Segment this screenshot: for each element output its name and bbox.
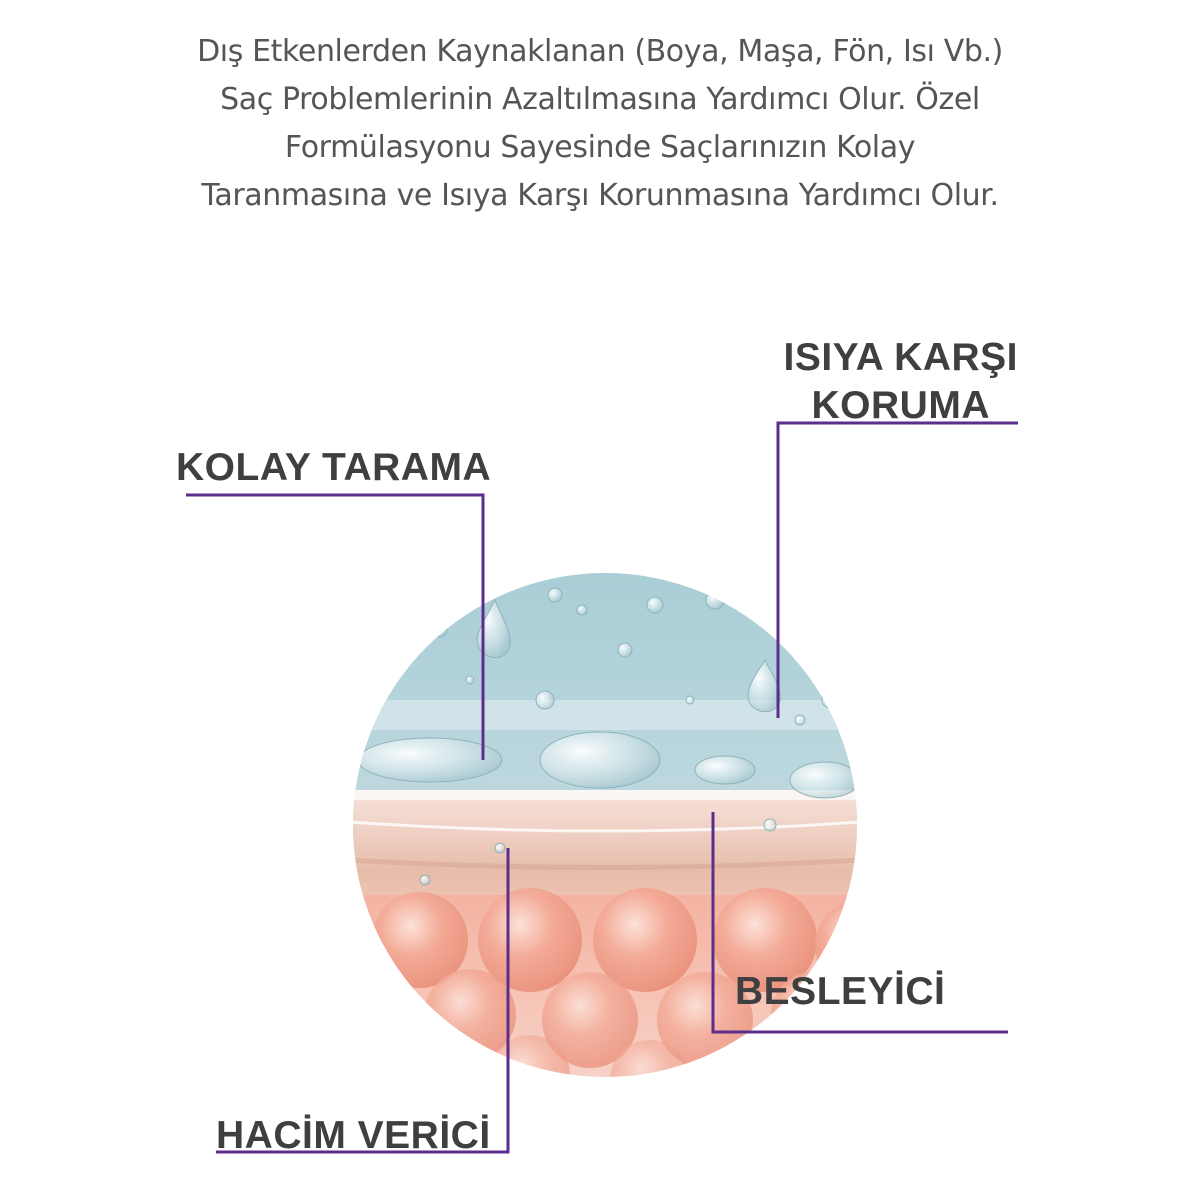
layer-circle <box>350 570 905 1120</box>
label-easy-comb: KOLAY TARAMA <box>176 446 492 489</box>
leader-line-heat-protection <box>778 423 1018 718</box>
mist-band <box>350 700 860 730</box>
description-line-1: Dış Etkenlerden Kaynaklanan (Boya, Maşa, Fön, Isı Vb.) <box>197 34 1003 69</box>
description-line-4: Taranmasına ve Isıya Karşı Korunmasına Yardımcı Olur. <box>201 178 999 213</box>
surface-highlight <box>350 790 860 800</box>
label-heat-protection <box>783 334 1018 430</box>
label-volume: HACİM VERİCİ <box>216 1114 491 1157</box>
label-heat-protection-line-1: ISIYA KARŞI <box>783 336 1018 379</box>
description-line-3: Formülasyonu Sayesinde Saçlarınızın Kolay <box>284 130 916 165</box>
label-heat-protection-line-2: KORUMA <box>811 384 990 427</box>
label-nourishing: BESLEYİCİ <box>735 970 946 1013</box>
description-line-2: Saç Problemlerinin Azaltılmasına Yardımcı Olur. Özel <box>220 82 980 117</box>
